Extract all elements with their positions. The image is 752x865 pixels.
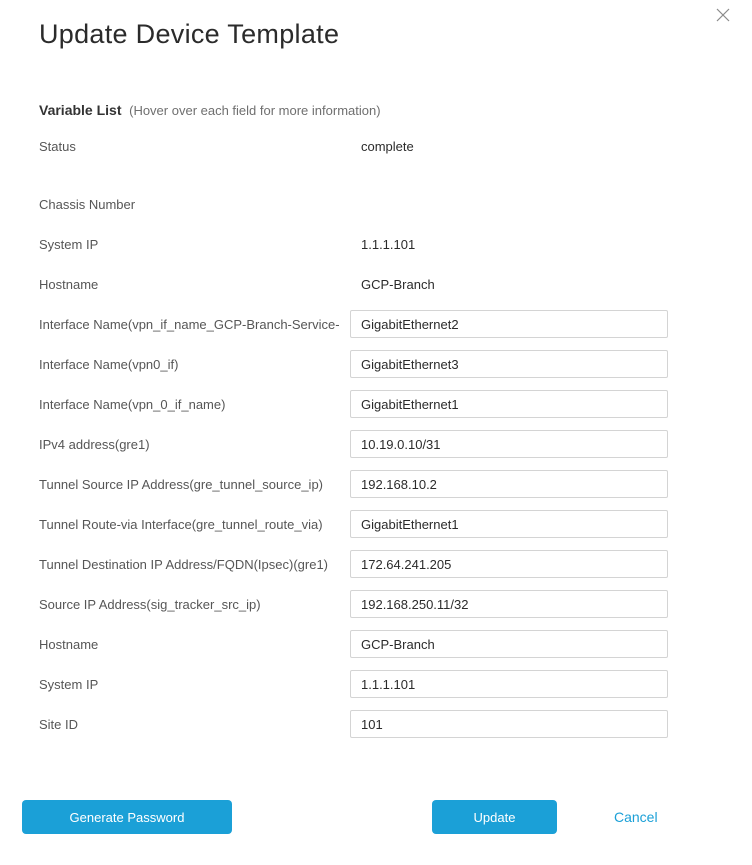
form-row [39,344,668,384]
form-row [39,384,668,424]
form-row [39,544,668,584]
variable-list-header [39,102,381,118]
field-label: Interface Name(vpn_0_if_name) [39,396,226,412]
variable-list-heading: Variable List [39,102,122,118]
editable-field-list [39,304,668,744]
field-label: Tunnel Destination IP Address/FQDN(Ipsec)(gre1) [39,556,329,572]
field-label: Tunnel Route-via Interface(gre_tunnel_route_via) [39,516,323,532]
static-row [39,184,712,224]
form-row [39,464,668,504]
static-row [39,224,712,264]
field-value: GCP-Branch [361,276,435,292]
field-input[interactable] [350,350,668,378]
field-input[interactable] [350,430,668,458]
field-value: complete [361,138,414,154]
field-label: Interface Name(vpn_if_name_GCP-Branch-Service- [39,316,340,332]
variable-list-hint: (Hover over each field for more information) [129,103,381,118]
update-button[interactable]: Update [432,800,557,834]
field-input[interactable] [350,470,668,498]
close-icon[interactable] [712,4,734,26]
static-row [39,264,712,304]
form-row [39,704,668,744]
generate-password-button[interactable]: Generate Password [22,800,232,834]
cancel-button[interactable]: Cancel [614,809,658,825]
close-x-glyph [716,8,730,22]
field-label: Hostname [39,636,99,652]
form-row [39,424,668,464]
field-input[interactable] [350,510,668,538]
field-label: Status [39,138,76,154]
field-input[interactable] [350,670,668,698]
field-input[interactable] [350,550,668,578]
field-input[interactable] [350,710,668,738]
form-row [39,664,668,704]
form-row [39,504,668,544]
field-label: Interface Name(vpn0_if) [39,356,179,372]
field-label: Site ID [39,716,79,732]
static-row [39,126,712,166]
static-field-list [39,126,712,304]
field-label: Hostname [39,276,99,292]
form-row [39,584,668,624]
page-title: Update Device Template [39,19,340,49]
field-input[interactable] [350,390,668,418]
field-input[interactable] [350,630,668,658]
field-label: IPv4 address(gre1) [39,436,150,452]
field-label: Tunnel Source IP Address(gre_tunnel_source_ip) [39,476,324,492]
field-input[interactable] [350,590,668,618]
field-label: Chassis Number [39,196,136,212]
form-row [39,624,668,664]
field-label: System IP [39,236,99,252]
dialog-footer [0,800,752,834]
form-row [39,304,668,344]
field-input[interactable] [350,310,668,338]
field-label: Source IP Address(sig_tracker_src_ip) [39,596,261,612]
field-value: 1.1.1.101 [361,236,416,252]
field-label: System IP [39,676,99,692]
